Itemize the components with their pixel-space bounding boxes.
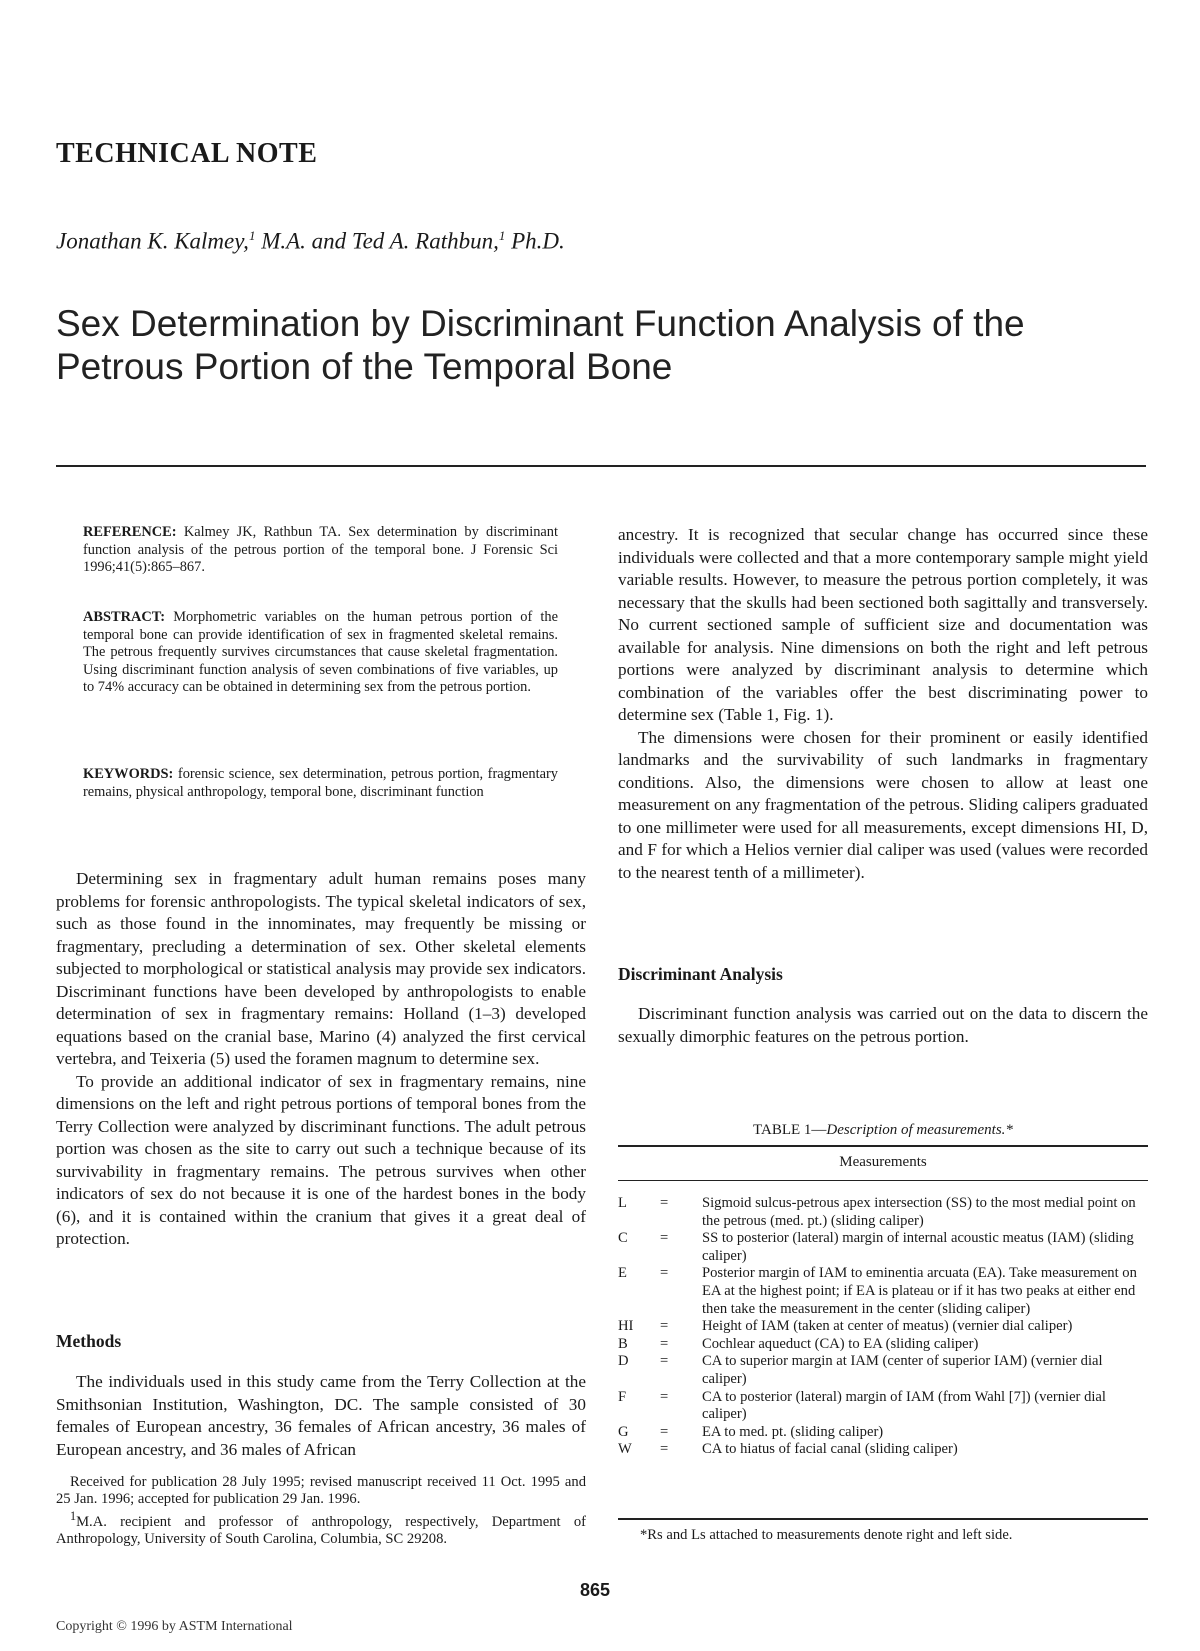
reference-block xyxy=(83,524,558,577)
measurement-description: CA to superior margin at IAM (center of superior IAM) (vernier dial caliper) xyxy=(702,1353,1103,1387)
measurement-description: CA to posterior (lateral) margin of IAM (from Wahl [7]) (vernier dial caliper) xyxy=(702,1388,1106,1423)
table-bottom-rule xyxy=(618,1518,1148,1520)
measurement-code: B xyxy=(618,1335,628,1352)
received-note: Received for publication 28 July 1995; revised manuscript received 11 Oct. 1995 and 25 Jan. 1996; accepted for publication 29 Jan. 1996. xyxy=(56,1474,586,1507)
discriminant-paragraph-1: Discriminant function analysis was carried out on the data to discern the sexually dimorphic features on the petrous portion. xyxy=(618,1004,1148,1046)
abstract-label: ABSTRACT: xyxy=(83,609,166,625)
abstract-text: Morphometric variables on the human petrous portion of the temporal bone can provide identification of sex in fragmented skeletal remains. The petrous frequently survives circumstances that cause skeletal fragmentation. Using discriminant function analysis of seven combinations of five variables, up to 74% accuracy can be obtained in determining sex from the petrous portion. xyxy=(83,609,558,696)
discriminant-analysis-heading: Discriminant Analysis xyxy=(618,964,783,984)
measurement-code: F xyxy=(618,1388,627,1405)
equals-sign: = xyxy=(660,1423,669,1440)
equals-sign: = xyxy=(660,1335,669,1352)
keywords-block xyxy=(83,766,558,801)
measurement-code: C xyxy=(618,1230,628,1247)
copyright-notice: Copyright © 1996 by ASTM International xyxy=(56,1619,293,1634)
table-row xyxy=(618,1318,1148,1336)
measurement-code: G xyxy=(618,1423,629,1440)
intro-paragraph-1: Determining sex in fragmentary adult human remains poses many problems for forensic anthropologists. The typical skeletal indicators of sex, such as those found in the innominates, may frequently be missing or fragmentary, precluding a determination of sex. Other skeletal elements subjected to morphological or statistical analysis may provide sex indicators. Discriminant functions have been developed by anthropologists to enable determination of sex in fragmentary remains: Holland (1–3) developed equations based on the cranial base, Marino (4) analyzed the first cervical vertebra, and Teixeria (5) used the foramen magnum to determine sex. xyxy=(56,869,586,1068)
table-row xyxy=(618,1336,1148,1354)
table-row xyxy=(618,1230,1148,1265)
affiliation-mark: 1 xyxy=(70,1509,77,1523)
equals-sign: = xyxy=(660,1265,669,1282)
author-2-affiliation-mark: 1 xyxy=(498,228,506,243)
author-2-degree: Ph.D. xyxy=(505,228,565,254)
title-divider xyxy=(56,465,1146,467)
methods-paragraph-1-continued: ancestry. It is recognized that secular change has occurred since these individuals were collected and that a more contemporary sample might yield variable results. However, to measure the petrous portion completely, it was necessary that the skulls had been sectioned both sagittally and transversely. No current sectioned sample of sufficient size and documentation was available for analysis. Nine dimensions on both the right and left petrous portions were analyzed by discriminant analysis to determine which combination of the variables offer the best discriminating power to determine sex (Table 1, Fig. 1). xyxy=(618,525,1148,724)
measurement-description: SS to posterior (lateral) margin of internal acoustic meatus (IAM) (sliding caliper) xyxy=(702,1230,1134,1264)
measurement-code: D xyxy=(618,1353,629,1370)
measurements-table-body xyxy=(618,1195,1148,1459)
section-label: TECHNICAL NOTE xyxy=(56,138,318,169)
author-1-affiliation-mark: 1 xyxy=(248,228,256,243)
author-connector: M.A. and Ted A. Rathbun, xyxy=(255,228,499,254)
table-row xyxy=(618,1265,1148,1318)
publication-footnote xyxy=(56,1474,586,1548)
paper-title: Sex Determination by Discriminant Function Analysis of the Petrous Portion of the Temporal Bone xyxy=(56,303,1025,387)
measurement-code: W xyxy=(618,1441,632,1458)
table-row xyxy=(618,1424,1148,1442)
table-row xyxy=(618,1389,1148,1424)
discriminant-analysis-body xyxy=(618,1003,1148,1048)
intro-paragraph-2: To provide an additional indicator of sex in fragmentary remains, nine dimensions on the left and right petrous portions of temporal bones from the Terry Collection were analyzed by discriminant functions. The adult petrous portion was chosen as the site to carry out such a technique because of its survivability in fragmentary remains. The petrous survives when other indicators of sex do not because it is one of the hardest bones in the body (6), and it is contained within the cranium that gives it a great deal of protection. xyxy=(56,1071,586,1248)
measurement-code: L xyxy=(618,1195,627,1211)
table-top-rule xyxy=(618,1145,1148,1147)
reference-text: Kalmey JK, Rathbun TA. Sex determination by discriminant function analysis of the petrous portion of the temporal bone. J Forensic Sci 1996;41(5):865–867. xyxy=(83,524,558,576)
keywords-text: forensic science, sex determination, petrous portion, fragmentary remains, physical anthropology, temporal bone, discriminant function xyxy=(83,766,558,800)
author-line xyxy=(56,228,565,255)
measurement-description: CA to hiatus of facial canal (sliding caliper) xyxy=(702,1441,958,1458)
equals-sign: = xyxy=(660,1230,669,1247)
table-caption-title: Description of measurements.* xyxy=(826,1122,1013,1138)
abstract-block xyxy=(83,609,558,697)
equals-sign: = xyxy=(660,1353,669,1370)
measurement-description: Sigmoid sulcus-petrous apex intersection (SS) to the most medial point on the petrous (med. pt.) (sliding caliper) xyxy=(702,1195,1136,1229)
measurement-description: Posterior margin of IAM to eminentia arcuata (EA). Take measurement on EA at the highest point; if EA is plateau or if it has two peaks at either end then take the measurement in the center (sliding caliper) xyxy=(702,1265,1137,1317)
methods-paragraph-2: The dimensions were chosen for their prominent or easily identified landmarks and the survivability of such landmarks in fragmentary conditions. Also, the dimensions were chosen to allow at least one measurement on any fragmentation of the petrous. Sliding calipers graduated to one millimeter were used for all measurements, except dimensions HI, D, and F for which a Helios vernier dial caliper was used (values were recorded to the nearest tenth of a millimeter). xyxy=(618,727,1148,882)
measurements-table xyxy=(618,1195,1148,1459)
left-column-body xyxy=(56,868,586,1251)
equals-sign: = xyxy=(660,1195,669,1211)
page-number: 865 xyxy=(580,1580,611,1600)
table-row xyxy=(618,1195,1148,1230)
methods-body-left xyxy=(56,1371,586,1461)
table-caption xyxy=(618,1122,1148,1139)
table-header: Measurements xyxy=(839,1154,927,1170)
measurement-description: Cochlear aqueduct (CA) to EA (sliding caliper) xyxy=(702,1335,979,1352)
affiliation-note xyxy=(56,1508,586,1548)
table-row xyxy=(618,1353,1148,1388)
equals-sign: = xyxy=(660,1388,669,1405)
reference-label: REFERENCE: xyxy=(83,524,177,540)
methods-heading: Methods xyxy=(56,1331,122,1351)
table-caption-prefix: TABLE 1— xyxy=(753,1122,827,1138)
table-header-rule xyxy=(618,1180,1148,1181)
author-1: Jonathan K. Kalmey, xyxy=(56,228,249,254)
right-column-body xyxy=(618,524,1148,884)
affiliation-text: M.A. recipient and professor of anthropology, respectively, Department of Anthropology, University of South Carolina, Columbia, SC 29208. xyxy=(56,1513,586,1547)
measurement-code: E xyxy=(618,1265,627,1282)
equals-sign: = xyxy=(660,1318,669,1335)
keywords-label: KEYWORDS: xyxy=(83,766,174,782)
table-row xyxy=(618,1441,1148,1459)
table-footnote: *Rs and Ls attached to measurements denote right and left side. xyxy=(640,1527,1013,1543)
equals-sign: = xyxy=(660,1441,669,1458)
measurement-description: EA to med. pt. (sliding caliper) xyxy=(702,1423,884,1440)
methods-paragraph-1: The individuals used in this study came from the Terry Collection at the Smithsonian Institution, Washington, DC. The sample consisted of 30 females of European ancestry, 36 females of African ancestry, 36 males of European ancestry, and 36 males of African xyxy=(56,1372,586,1459)
measurement-code: HI xyxy=(618,1318,634,1335)
measurement-description: Height of IAM (taken at center of meatus) (vernier dial caliper) xyxy=(702,1318,1073,1335)
